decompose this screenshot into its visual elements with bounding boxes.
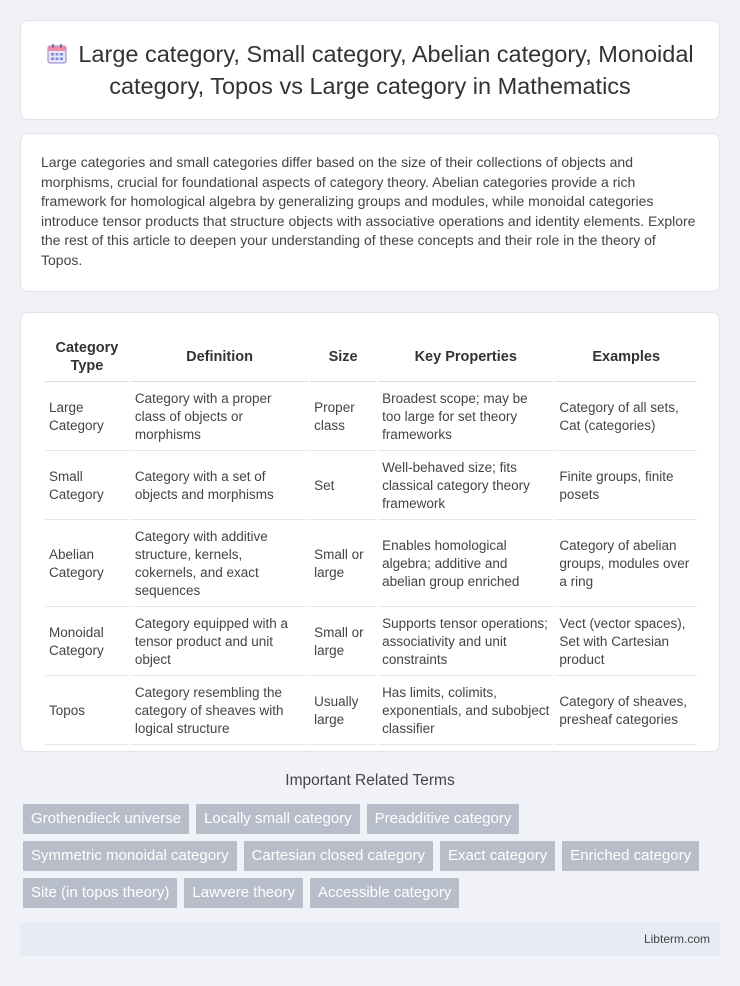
related-term-tag[interactable]: Grothendieck universe bbox=[23, 804, 189, 834]
header-size: Size bbox=[310, 333, 376, 382]
related-terms-list bbox=[23, 804, 723, 908]
cell-size: Small or large bbox=[310, 609, 376, 676]
calendar-icon bbox=[46, 43, 68, 65]
footer-site-link[interactable]: Libterm.com bbox=[643, 932, 710, 946]
intro-card bbox=[20, 133, 720, 292]
cell-key-properties: Enables homological algebra; additive and abelian group enriched bbox=[378, 522, 553, 607]
title-card bbox=[20, 20, 720, 120]
cell-examples: Finite groups, finite posets bbox=[555, 453, 697, 520]
related-term-tag[interactable]: Symmetric monoidal category bbox=[23, 841, 237, 871]
page-title bbox=[40, 38, 700, 102]
header-category-type: Category Type bbox=[45, 333, 129, 382]
cell-key-properties: Well-behaved size; fits classical category theory framework bbox=[378, 453, 553, 520]
cell-examples: Category of all sets, Cat (categories) bbox=[555, 384, 697, 451]
cell-examples: Category of abelian groups, modules over a ring bbox=[555, 522, 697, 607]
related-term-tag[interactable]: Enriched category bbox=[562, 841, 699, 871]
table-card bbox=[20, 312, 720, 752]
cell-key-properties: Supports tensor operations; associativity and unit constraints bbox=[378, 609, 553, 676]
cell-category-type: Small Category bbox=[45, 453, 129, 520]
cell-definition: Category with a proper class of objects or morphisms bbox=[131, 384, 308, 451]
table-row bbox=[45, 522, 697, 607]
table-row bbox=[45, 678, 697, 745]
cell-key-properties: Broadest scope; may be too large for set theory frameworks bbox=[378, 384, 553, 451]
cell-examples: Category of sheaves, presheaf categories bbox=[555, 678, 697, 745]
header-examples: Examples bbox=[555, 333, 697, 382]
cell-examples: Vect (vector spaces), Set with Cartesian product bbox=[555, 609, 697, 676]
cell-size: Usually large bbox=[310, 678, 376, 745]
related-term-tag[interactable]: Site (in topos theory) bbox=[23, 878, 177, 908]
cell-size: Proper class bbox=[310, 384, 376, 451]
header-key-properties: Key Properties bbox=[378, 333, 553, 382]
related-term-tag[interactable]: Preadditive category bbox=[367, 804, 520, 834]
cell-category-type: Abelian Category bbox=[45, 522, 129, 607]
related-terms-heading: Important Related Terms bbox=[285, 772, 455, 789]
table-row bbox=[45, 453, 697, 520]
related-term-tag[interactable]: Lawvere theory bbox=[184, 878, 303, 908]
cell-definition: Category with additive structure, kernels, cokernels, and exact sequences bbox=[131, 522, 308, 607]
header-definition: Definition bbox=[131, 333, 308, 382]
cell-size: Set bbox=[310, 453, 376, 520]
cell-key-properties: Has limits, colimits, exponentials, and subobject classifier bbox=[378, 678, 553, 745]
footer bbox=[20, 922, 720, 956]
cell-category-type: Topos bbox=[45, 678, 129, 745]
page-title-text: Large category, Small category, Abelian category, Monoidal category, Topos vs Large category in Mathematics bbox=[78, 41, 694, 99]
table-row bbox=[45, 609, 697, 676]
cell-definition: Category with a set of objects and morphisms bbox=[131, 453, 308, 520]
related-term-tag[interactable]: Exact category bbox=[440, 841, 555, 871]
table-row bbox=[45, 384, 697, 451]
cell-category-type: Monoidal Category bbox=[45, 609, 129, 676]
comparison-table bbox=[43, 331, 699, 747]
related-term-tag[interactable]: Accessible category bbox=[310, 878, 459, 908]
related-term-tag[interactable]: Cartesian closed category bbox=[244, 841, 433, 871]
table-header-row bbox=[45, 333, 697, 382]
related-term-tag[interactable]: Locally small category bbox=[196, 804, 360, 834]
intro-paragraph: Large categories and small categories differ based on the size of their collections of objects and morphisms, crucial for foundational aspects of category theory. Abelian categories provide a rich framework for homological algebra by generalizing groups and modules, while monoidal categories introduce tensor products that structure objects with associative operations and identity elements. Explore the rest of this article to deepen your understanding of these concepts and their role in the theory of Topos. bbox=[41, 154, 696, 268]
cell-category-type: Large Category bbox=[45, 384, 129, 451]
cell-definition: Category equipped with a tensor product and unit object bbox=[131, 609, 308, 676]
cell-size: Small or large bbox=[310, 522, 376, 607]
cell-definition: Category resembling the category of sheaves with logical structure bbox=[131, 678, 308, 745]
